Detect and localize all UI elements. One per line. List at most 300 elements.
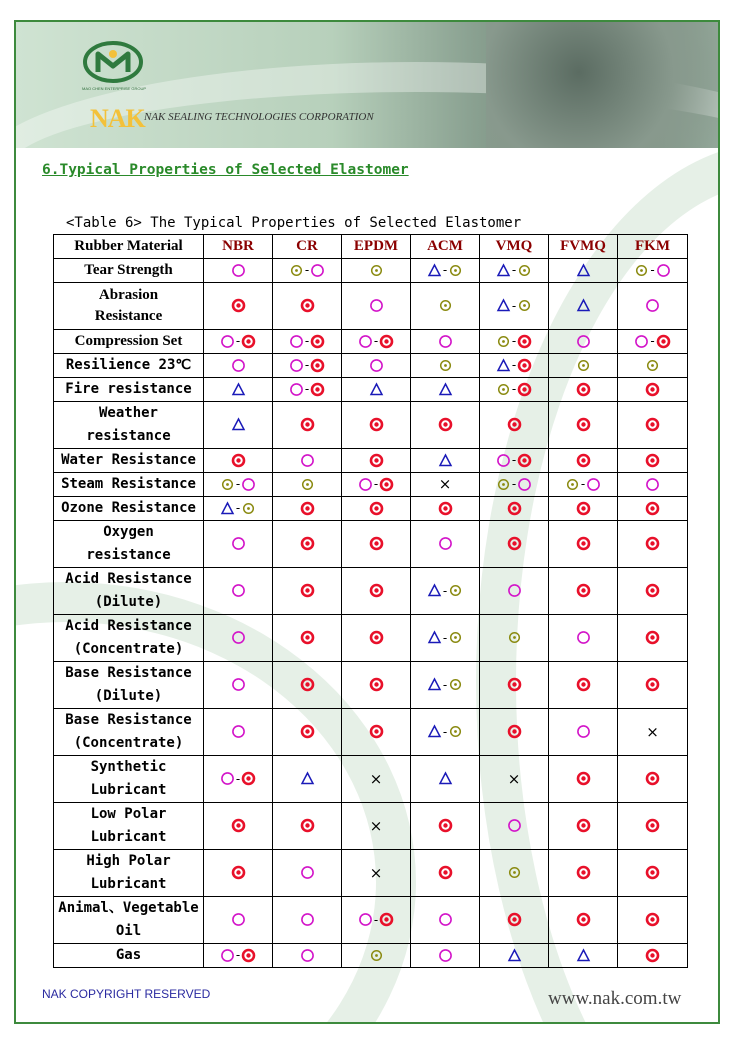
excellent-rating-icon bbox=[576, 912, 591, 927]
good-rating-icon bbox=[438, 948, 453, 963]
excellent-rating-icon bbox=[379, 334, 394, 349]
good-rating-icon bbox=[358, 477, 373, 492]
poor-rating-icon bbox=[369, 382, 384, 397]
rating-cell bbox=[273, 354, 342, 378]
excellent-rating-icon bbox=[576, 417, 591, 432]
excellent-rating-icon bbox=[369, 536, 384, 551]
rating-cell bbox=[549, 497, 618, 521]
row-label-line: Lubricant bbox=[90, 876, 167, 892]
range-dash: - bbox=[304, 334, 310, 349]
rating-cell bbox=[273, 521, 342, 568]
good-rating-icon bbox=[656, 263, 671, 278]
fair-rating-icon bbox=[300, 477, 315, 492]
rating-cell bbox=[411, 709, 480, 756]
rating-cell bbox=[549, 473, 618, 497]
rating-cell bbox=[618, 378, 688, 402]
excellent-rating-icon bbox=[576, 501, 591, 516]
row-label-line: Acid Resistance bbox=[65, 618, 192, 634]
range-dash: - bbox=[511, 477, 517, 492]
row-label-line: Weather bbox=[98, 405, 158, 421]
excellent-rating-icon bbox=[645, 818, 660, 833]
fair-rating-icon bbox=[507, 865, 522, 880]
excellent-rating-icon bbox=[300, 536, 315, 551]
rating-cell bbox=[480, 709, 549, 756]
excellent-rating-icon bbox=[438, 417, 453, 432]
poor-rating-icon bbox=[496, 298, 511, 313]
excellent-rating-icon bbox=[576, 865, 591, 880]
fair-rating-icon bbox=[369, 263, 384, 278]
rating-cell bbox=[273, 402, 342, 449]
rating-cell bbox=[204, 259, 273, 283]
good-rating-icon bbox=[231, 630, 246, 645]
excellent-rating-icon bbox=[379, 912, 394, 927]
excellent-rating-icon bbox=[507, 912, 522, 927]
excellent-rating-icon bbox=[645, 453, 660, 468]
range-dash: - bbox=[235, 948, 241, 963]
rating-cell bbox=[618, 709, 688, 756]
good-rating-icon bbox=[496, 453, 511, 468]
table-caption: <Table 6> The Typical Properties of Selected Elastomer bbox=[66, 215, 522, 231]
row-label: Gas bbox=[54, 944, 204, 968]
table-row bbox=[54, 662, 688, 709]
row-label bbox=[54, 850, 204, 897]
rating-cell bbox=[273, 449, 342, 473]
fair-rating-icon bbox=[496, 382, 511, 397]
excellent-rating-icon bbox=[517, 453, 532, 468]
rating-cell bbox=[204, 283, 273, 330]
rating-cell bbox=[273, 568, 342, 615]
good-rating-icon bbox=[634, 334, 649, 349]
row-label-line: (Dilute) bbox=[94, 594, 163, 610]
range-dash: - bbox=[235, 771, 241, 786]
excellent-rating-icon bbox=[379, 477, 394, 492]
rating-cell bbox=[273, 497, 342, 521]
table-row bbox=[54, 378, 688, 402]
properties-table bbox=[53, 234, 688, 968]
poor-rating-icon bbox=[496, 358, 511, 373]
rating-cell bbox=[342, 259, 411, 283]
good-rating-icon bbox=[220, 334, 235, 349]
excellent-rating-icon bbox=[645, 536, 660, 551]
rating-cell bbox=[549, 378, 618, 402]
rating-cell bbox=[480, 850, 549, 897]
header-banner bbox=[16, 22, 718, 148]
range-dash: - bbox=[511, 334, 517, 349]
good-rating-icon bbox=[220, 771, 235, 786]
excellent-rating-icon bbox=[300, 724, 315, 739]
rating-cell bbox=[618, 354, 688, 378]
fair-rating-icon bbox=[645, 358, 660, 373]
rating-cell bbox=[273, 283, 342, 330]
fair-rating-icon bbox=[220, 477, 235, 492]
fair-rating-icon bbox=[576, 358, 591, 373]
range-dash: - bbox=[650, 334, 655, 349]
rating-cell bbox=[549, 402, 618, 449]
range-dash: - bbox=[511, 453, 517, 468]
range-dash: - bbox=[442, 677, 448, 692]
range-dash: - bbox=[235, 501, 241, 516]
excellent-rating-icon bbox=[241, 334, 256, 349]
rating-cell bbox=[480, 449, 549, 473]
rating-cell bbox=[480, 283, 549, 330]
good-rating-icon bbox=[241, 477, 256, 492]
table-row bbox=[54, 850, 688, 897]
rating-cell bbox=[618, 897, 688, 944]
excellent-rating-icon bbox=[438, 865, 453, 880]
table-row bbox=[54, 615, 688, 662]
rating-cell bbox=[549, 803, 618, 850]
excellent-rating-icon bbox=[231, 865, 246, 880]
row-label bbox=[54, 615, 204, 662]
range-dash: - bbox=[442, 630, 448, 645]
table-row bbox=[54, 497, 688, 521]
rating-cell bbox=[549, 330, 618, 354]
excellent-rating-icon bbox=[507, 724, 522, 739]
good-rating-icon bbox=[507, 818, 522, 833]
fair-rating-icon bbox=[496, 477, 511, 492]
range-dash: - bbox=[511, 298, 517, 313]
rating-cell bbox=[411, 330, 480, 354]
rating-cell bbox=[480, 568, 549, 615]
fair-rating-icon bbox=[448, 583, 463, 598]
rating-cell bbox=[342, 709, 411, 756]
fair-rating-icon bbox=[241, 501, 256, 516]
table-row bbox=[54, 568, 688, 615]
rating-cell bbox=[618, 850, 688, 897]
rating-cell bbox=[273, 378, 342, 402]
rating-cell bbox=[618, 944, 688, 968]
rating-cell bbox=[411, 497, 480, 521]
column-header-material: Rubber Material bbox=[54, 235, 204, 259]
rating-cell bbox=[342, 568, 411, 615]
company-name: NAK SEALING TECHNOLOGIES CORPORATION bbox=[144, 111, 374, 123]
rating-cell bbox=[273, 662, 342, 709]
rating-cell bbox=[549, 850, 618, 897]
excellent-rating-icon bbox=[369, 453, 384, 468]
range-dash: - bbox=[235, 477, 241, 492]
range-dash: - bbox=[650, 263, 655, 278]
excellent-rating-icon bbox=[517, 358, 532, 373]
poor-rating-icon bbox=[507, 948, 522, 963]
section-title: 6.Typical Properties of Selected Elastomer bbox=[42, 162, 409, 178]
rating-cell bbox=[618, 568, 688, 615]
not-recommended-icon: × bbox=[438, 475, 452, 493]
row-label: Steam Resistance bbox=[54, 473, 204, 497]
range-dash: - bbox=[373, 912, 379, 927]
rating-cell bbox=[342, 662, 411, 709]
rating-cell bbox=[204, 402, 273, 449]
rating-cell bbox=[618, 497, 688, 521]
poor-rating-icon bbox=[427, 724, 442, 739]
rating-cell bbox=[204, 497, 273, 521]
rating-cell bbox=[204, 756, 273, 803]
rating-cell bbox=[549, 944, 618, 968]
row-label bbox=[54, 521, 204, 568]
rating-cell bbox=[411, 259, 480, 283]
not-recommended-icon: × bbox=[369, 816, 383, 835]
excellent-rating-icon bbox=[231, 818, 246, 833]
excellent-rating-icon bbox=[310, 382, 325, 397]
rating-cell bbox=[411, 521, 480, 568]
rating-cell bbox=[480, 944, 549, 968]
excellent-rating-icon bbox=[231, 453, 246, 468]
rating-cell bbox=[273, 756, 342, 803]
rating-cell bbox=[480, 259, 549, 283]
rating-cell bbox=[204, 803, 273, 850]
good-rating-icon bbox=[300, 948, 315, 963]
rating-cell bbox=[342, 615, 411, 662]
rating-cell bbox=[549, 354, 618, 378]
excellent-rating-icon bbox=[369, 583, 384, 598]
rating-cell bbox=[204, 709, 273, 756]
rating-cell bbox=[204, 449, 273, 473]
row-label-line: resistance bbox=[86, 428, 171, 444]
row-label bbox=[54, 709, 204, 756]
rating-cell bbox=[204, 521, 273, 568]
excellent-rating-icon bbox=[576, 818, 591, 833]
rating-cell bbox=[411, 473, 480, 497]
excellent-rating-icon bbox=[576, 453, 591, 468]
row-label-line: Oxygen bbox=[103, 524, 154, 540]
row-label-line: Oil bbox=[115, 923, 142, 939]
rating-cell bbox=[342, 283, 411, 330]
rating-cell bbox=[411, 897, 480, 944]
rating-cell bbox=[342, 473, 411, 497]
good-rating-icon bbox=[576, 334, 591, 349]
rating-cell bbox=[618, 662, 688, 709]
row-label-line: Synthetic bbox=[90, 759, 167, 775]
table-row bbox=[54, 944, 688, 968]
rating-cell bbox=[204, 615, 273, 662]
range-dash: - bbox=[373, 334, 379, 349]
company-logo-icon bbox=[82, 40, 144, 84]
excellent-rating-icon bbox=[645, 865, 660, 880]
rating-cell bbox=[411, 850, 480, 897]
range-dash: - bbox=[304, 382, 310, 397]
good-rating-icon bbox=[300, 912, 315, 927]
good-rating-icon bbox=[231, 724, 246, 739]
page-frame bbox=[14, 20, 720, 1024]
range-dash: - bbox=[442, 724, 448, 739]
poor-rating-icon bbox=[438, 382, 453, 397]
rating-cell bbox=[618, 259, 688, 283]
table-row bbox=[54, 402, 688, 449]
excellent-rating-icon bbox=[241, 948, 256, 963]
table-row bbox=[54, 521, 688, 568]
excellent-rating-icon bbox=[300, 501, 315, 516]
not-recommended-icon: × bbox=[369, 863, 383, 882]
rating-cell bbox=[411, 944, 480, 968]
fair-rating-icon bbox=[517, 298, 532, 313]
rating-cell bbox=[204, 354, 273, 378]
rating-cell bbox=[549, 756, 618, 803]
rating-cell bbox=[549, 283, 618, 330]
good-rating-icon bbox=[231, 912, 246, 927]
row-label-line: Lubricant bbox=[90, 782, 167, 798]
row-label-line: resistance bbox=[86, 547, 171, 563]
rating-cell bbox=[411, 354, 480, 378]
row-label bbox=[54, 756, 204, 803]
rating-cell bbox=[480, 803, 549, 850]
row-label-line: Lubricant bbox=[90, 829, 167, 845]
good-rating-icon bbox=[517, 477, 532, 492]
table-row bbox=[54, 897, 688, 944]
fair-rating-icon bbox=[634, 263, 649, 278]
excellent-rating-icon bbox=[438, 818, 453, 833]
poor-rating-icon bbox=[220, 501, 235, 516]
excellent-rating-icon bbox=[645, 382, 660, 397]
poor-rating-icon bbox=[427, 630, 442, 645]
row-label-line: Base Resistance bbox=[65, 665, 192, 681]
rating-cell bbox=[618, 402, 688, 449]
row-label bbox=[54, 283, 204, 330]
rating-cell bbox=[549, 568, 618, 615]
rating-cell bbox=[204, 944, 273, 968]
excellent-rating-icon bbox=[300, 583, 315, 598]
excellent-rating-icon bbox=[507, 677, 522, 692]
rating-cell bbox=[618, 283, 688, 330]
good-rating-icon bbox=[507, 583, 522, 598]
row-label bbox=[54, 897, 204, 944]
rating-cell bbox=[342, 756, 411, 803]
not-recommended-icon: × bbox=[646, 722, 659, 741]
good-rating-icon bbox=[231, 677, 246, 692]
row-label: Tear Strength bbox=[54, 259, 204, 283]
fair-rating-icon bbox=[507, 630, 522, 645]
good-rating-icon bbox=[438, 334, 453, 349]
rating-cell bbox=[480, 897, 549, 944]
rating-cell bbox=[549, 615, 618, 662]
excellent-rating-icon bbox=[369, 417, 384, 432]
rating-cell bbox=[618, 330, 688, 354]
rating-cell bbox=[342, 803, 411, 850]
excellent-rating-icon bbox=[231, 298, 246, 313]
rating-cell bbox=[204, 850, 273, 897]
website-url: www.nak.com.tw bbox=[548, 988, 682, 1009]
range-dash: - bbox=[511, 382, 517, 397]
rating-cell bbox=[273, 615, 342, 662]
table-row bbox=[54, 756, 688, 803]
good-rating-icon bbox=[438, 912, 453, 927]
poor-rating-icon bbox=[231, 382, 246, 397]
table-row bbox=[54, 259, 688, 283]
rating-cell bbox=[273, 897, 342, 944]
fair-rating-icon bbox=[448, 263, 463, 278]
excellent-rating-icon bbox=[369, 677, 384, 692]
excellent-rating-icon bbox=[310, 334, 325, 349]
range-dash: - bbox=[511, 263, 517, 278]
rating-cell bbox=[549, 709, 618, 756]
row-label-line: Acid Resistance bbox=[65, 571, 192, 587]
brand-logo-text: NAK bbox=[90, 104, 145, 133]
rating-cell bbox=[342, 497, 411, 521]
rating-cell bbox=[480, 756, 549, 803]
table-row bbox=[54, 709, 688, 756]
good-rating-icon bbox=[576, 630, 591, 645]
rating-cell bbox=[480, 521, 549, 568]
good-rating-icon bbox=[369, 298, 384, 313]
not-recommended-icon: × bbox=[369, 769, 383, 788]
good-rating-icon bbox=[369, 358, 384, 373]
rating-cell bbox=[273, 259, 342, 283]
row-label-line: Abrasion bbox=[98, 287, 159, 303]
good-rating-icon bbox=[300, 865, 315, 880]
table-row bbox=[54, 473, 688, 497]
rating-cell bbox=[618, 449, 688, 473]
range-dash: - bbox=[442, 263, 448, 278]
excellent-rating-icon bbox=[517, 334, 532, 349]
range-dash: - bbox=[511, 358, 517, 373]
excellent-rating-icon bbox=[507, 536, 522, 551]
excellent-rating-icon bbox=[507, 501, 522, 516]
excellent-rating-icon bbox=[300, 417, 315, 432]
row-label bbox=[54, 662, 204, 709]
rating-cell bbox=[549, 521, 618, 568]
excellent-rating-icon bbox=[656, 334, 671, 349]
excellent-rating-icon bbox=[645, 912, 660, 927]
column-header: CR bbox=[273, 235, 342, 259]
poor-rating-icon bbox=[300, 771, 315, 786]
poor-rating-icon bbox=[427, 263, 442, 278]
poor-rating-icon bbox=[231, 417, 246, 432]
row-label bbox=[54, 402, 204, 449]
copyright-text: NAK COPYRIGHT RESERVED bbox=[42, 987, 211, 1001]
table-row bbox=[54, 330, 688, 354]
rating-cell bbox=[618, 756, 688, 803]
excellent-rating-icon bbox=[645, 583, 660, 598]
poor-rating-icon bbox=[438, 771, 453, 786]
table-header-row bbox=[54, 235, 688, 259]
good-rating-icon bbox=[645, 477, 660, 492]
excellent-rating-icon bbox=[369, 630, 384, 645]
rating-cell bbox=[342, 850, 411, 897]
fair-rating-icon bbox=[565, 477, 580, 492]
poor-rating-icon bbox=[576, 263, 591, 278]
table-row bbox=[54, 283, 688, 330]
good-rating-icon bbox=[220, 948, 235, 963]
excellent-rating-icon bbox=[645, 501, 660, 516]
rating-cell bbox=[204, 662, 273, 709]
rating-cell bbox=[273, 803, 342, 850]
poor-rating-icon bbox=[496, 263, 511, 278]
rating-cell bbox=[204, 378, 273, 402]
excellent-rating-icon bbox=[369, 724, 384, 739]
row-label: Water Resistance bbox=[54, 449, 204, 473]
good-rating-icon bbox=[231, 536, 246, 551]
rating-cell bbox=[411, 568, 480, 615]
excellent-rating-icon bbox=[310, 358, 325, 373]
excellent-rating-icon bbox=[645, 677, 660, 692]
rating-cell bbox=[342, 378, 411, 402]
rating-cell bbox=[618, 615, 688, 662]
rating-cell bbox=[411, 756, 480, 803]
good-rating-icon bbox=[289, 334, 304, 349]
rating-cell bbox=[618, 521, 688, 568]
excellent-rating-icon bbox=[576, 583, 591, 598]
excellent-rating-icon bbox=[300, 677, 315, 692]
good-rating-icon bbox=[358, 912, 373, 927]
rating-cell bbox=[411, 283, 480, 330]
excellent-rating-icon bbox=[645, 948, 660, 963]
rating-cell bbox=[480, 402, 549, 449]
rating-cell bbox=[549, 662, 618, 709]
rating-cell bbox=[342, 354, 411, 378]
rating-cell bbox=[549, 897, 618, 944]
table-row bbox=[54, 803, 688, 850]
range-dash: - bbox=[304, 263, 310, 278]
banner-motorcycle-image bbox=[486, 22, 718, 148]
rating-cell bbox=[273, 330, 342, 354]
